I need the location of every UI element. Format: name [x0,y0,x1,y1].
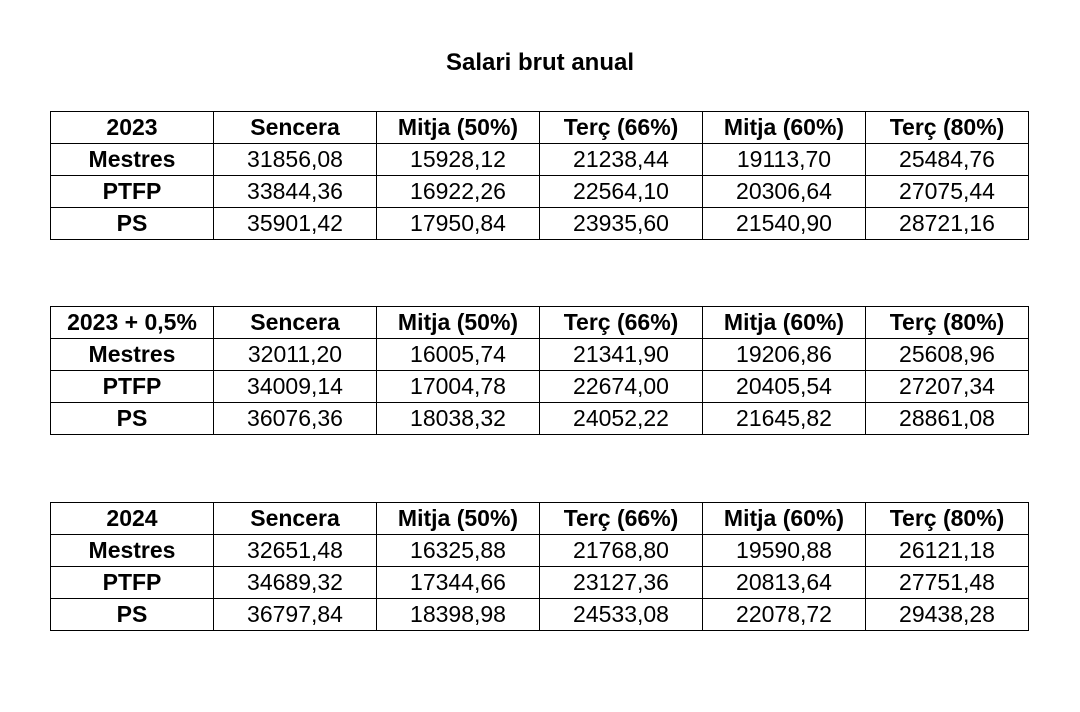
table-row [51,144,1029,176]
table-row [51,567,1029,599]
table-header-row [51,503,1029,535]
page-title: Salari brut anual [445,49,635,76]
table-cell: 17344,66 [377,567,540,599]
salary-table-2023-plus-0-5 [50,306,1029,435]
table-cell: 17950,84 [377,208,540,240]
column-header-terc-80: Terç (80%) [866,112,1029,144]
row-label: Mestres [51,144,214,176]
row-label: Mestres [51,339,214,371]
row-label: PTFP [51,176,214,208]
table-cell: 28721,16 [866,208,1029,240]
table-cell: 16005,74 [377,339,540,371]
table-cell: 21645,82 [703,403,866,435]
table-row [51,339,1029,371]
table-cell: 23935,60 [540,208,703,240]
table-cell: 34689,32 [214,567,377,599]
row-label: PTFP [51,371,214,403]
table-cell: 18038,32 [377,403,540,435]
table-row [51,176,1029,208]
table-cell: 27751,48 [866,567,1029,599]
table-cell: 26121,18 [866,535,1029,567]
table-cell: 32011,20 [214,339,377,371]
table-cell: 31856,08 [214,144,377,176]
table-cell: 20306,64 [703,176,866,208]
table-cell: 21768,80 [540,535,703,567]
table-cell: 19590,88 [703,535,866,567]
table-cell: 32651,48 [214,535,377,567]
row-label: PS [51,599,214,631]
table-header-row [51,112,1029,144]
table-header-row [51,307,1029,339]
column-header-mitja-60: Mitja (60%) [703,503,866,535]
column-header-mitja-50: Mitja (50%) [377,307,540,339]
table-cell: 36797,84 [214,599,377,631]
table-cell: 16922,26 [377,176,540,208]
table-row [51,535,1029,567]
column-header-terc-80: Terç (80%) [866,307,1029,339]
column-header-terc-66: Terç (66%) [540,307,703,339]
table-cell: 19113,70 [703,144,866,176]
column-header-terc-80: Terç (80%) [866,503,1029,535]
table-cell: 22564,10 [540,176,703,208]
table-row [51,208,1029,240]
table-cell: 15928,12 [377,144,540,176]
column-header-sencera: Sencera [214,307,377,339]
column-header-mitja-60: Mitja (60%) [703,112,866,144]
table-cell: 25484,76 [866,144,1029,176]
column-header-mitja-60: Mitja (60%) [703,307,866,339]
table-cell: 22674,00 [540,371,703,403]
table-row [51,599,1029,631]
column-header-sencera: Sencera [214,112,377,144]
table-cell: 20405,54 [703,371,866,403]
table-cell: 34009,14 [214,371,377,403]
table-cell: 36076,36 [214,403,377,435]
table-cell: 21238,44 [540,144,703,176]
table-row [51,371,1029,403]
table-cell: 18398,98 [377,599,540,631]
table-cell: 27075,44 [866,176,1029,208]
table-corner-label: 2024 [51,503,214,535]
table-corner-label: 2023 + 0,5% [51,307,214,339]
column-header-mitja-50: Mitja (50%) [377,112,540,144]
row-label: PTFP [51,567,214,599]
table-cell: 27207,34 [866,371,1029,403]
column-header-mitja-50: Mitja (50%) [377,503,540,535]
table-cell: 28861,08 [866,403,1029,435]
salary-table-2023 [50,111,1029,240]
table-cell: 20813,64 [703,567,866,599]
table-cell: 21540,90 [703,208,866,240]
row-label: Mestres [51,535,214,567]
column-header-sencera: Sencera [214,503,377,535]
table-cell: 33844,36 [214,176,377,208]
table-cell: 19206,86 [703,339,866,371]
table-cell: 35901,42 [214,208,377,240]
table-cell: 22078,72 [703,599,866,631]
table-cell: 24533,08 [540,599,703,631]
table-cell: 17004,78 [377,371,540,403]
table-cell: 29438,28 [866,599,1029,631]
column-header-terc-66: Terç (66%) [540,503,703,535]
salary-table-2024 [50,502,1029,631]
table-corner-label: 2023 [51,112,214,144]
table-row [51,403,1029,435]
table-cell: 25608,96 [866,339,1029,371]
table-cell: 16325,88 [377,535,540,567]
row-label: PS [51,208,214,240]
table-cell: 24052,22 [540,403,703,435]
column-header-terc-66: Terç (66%) [540,112,703,144]
table-cell: 21341,90 [540,339,703,371]
table-cell: 23127,36 [540,567,703,599]
row-label: PS [51,403,214,435]
